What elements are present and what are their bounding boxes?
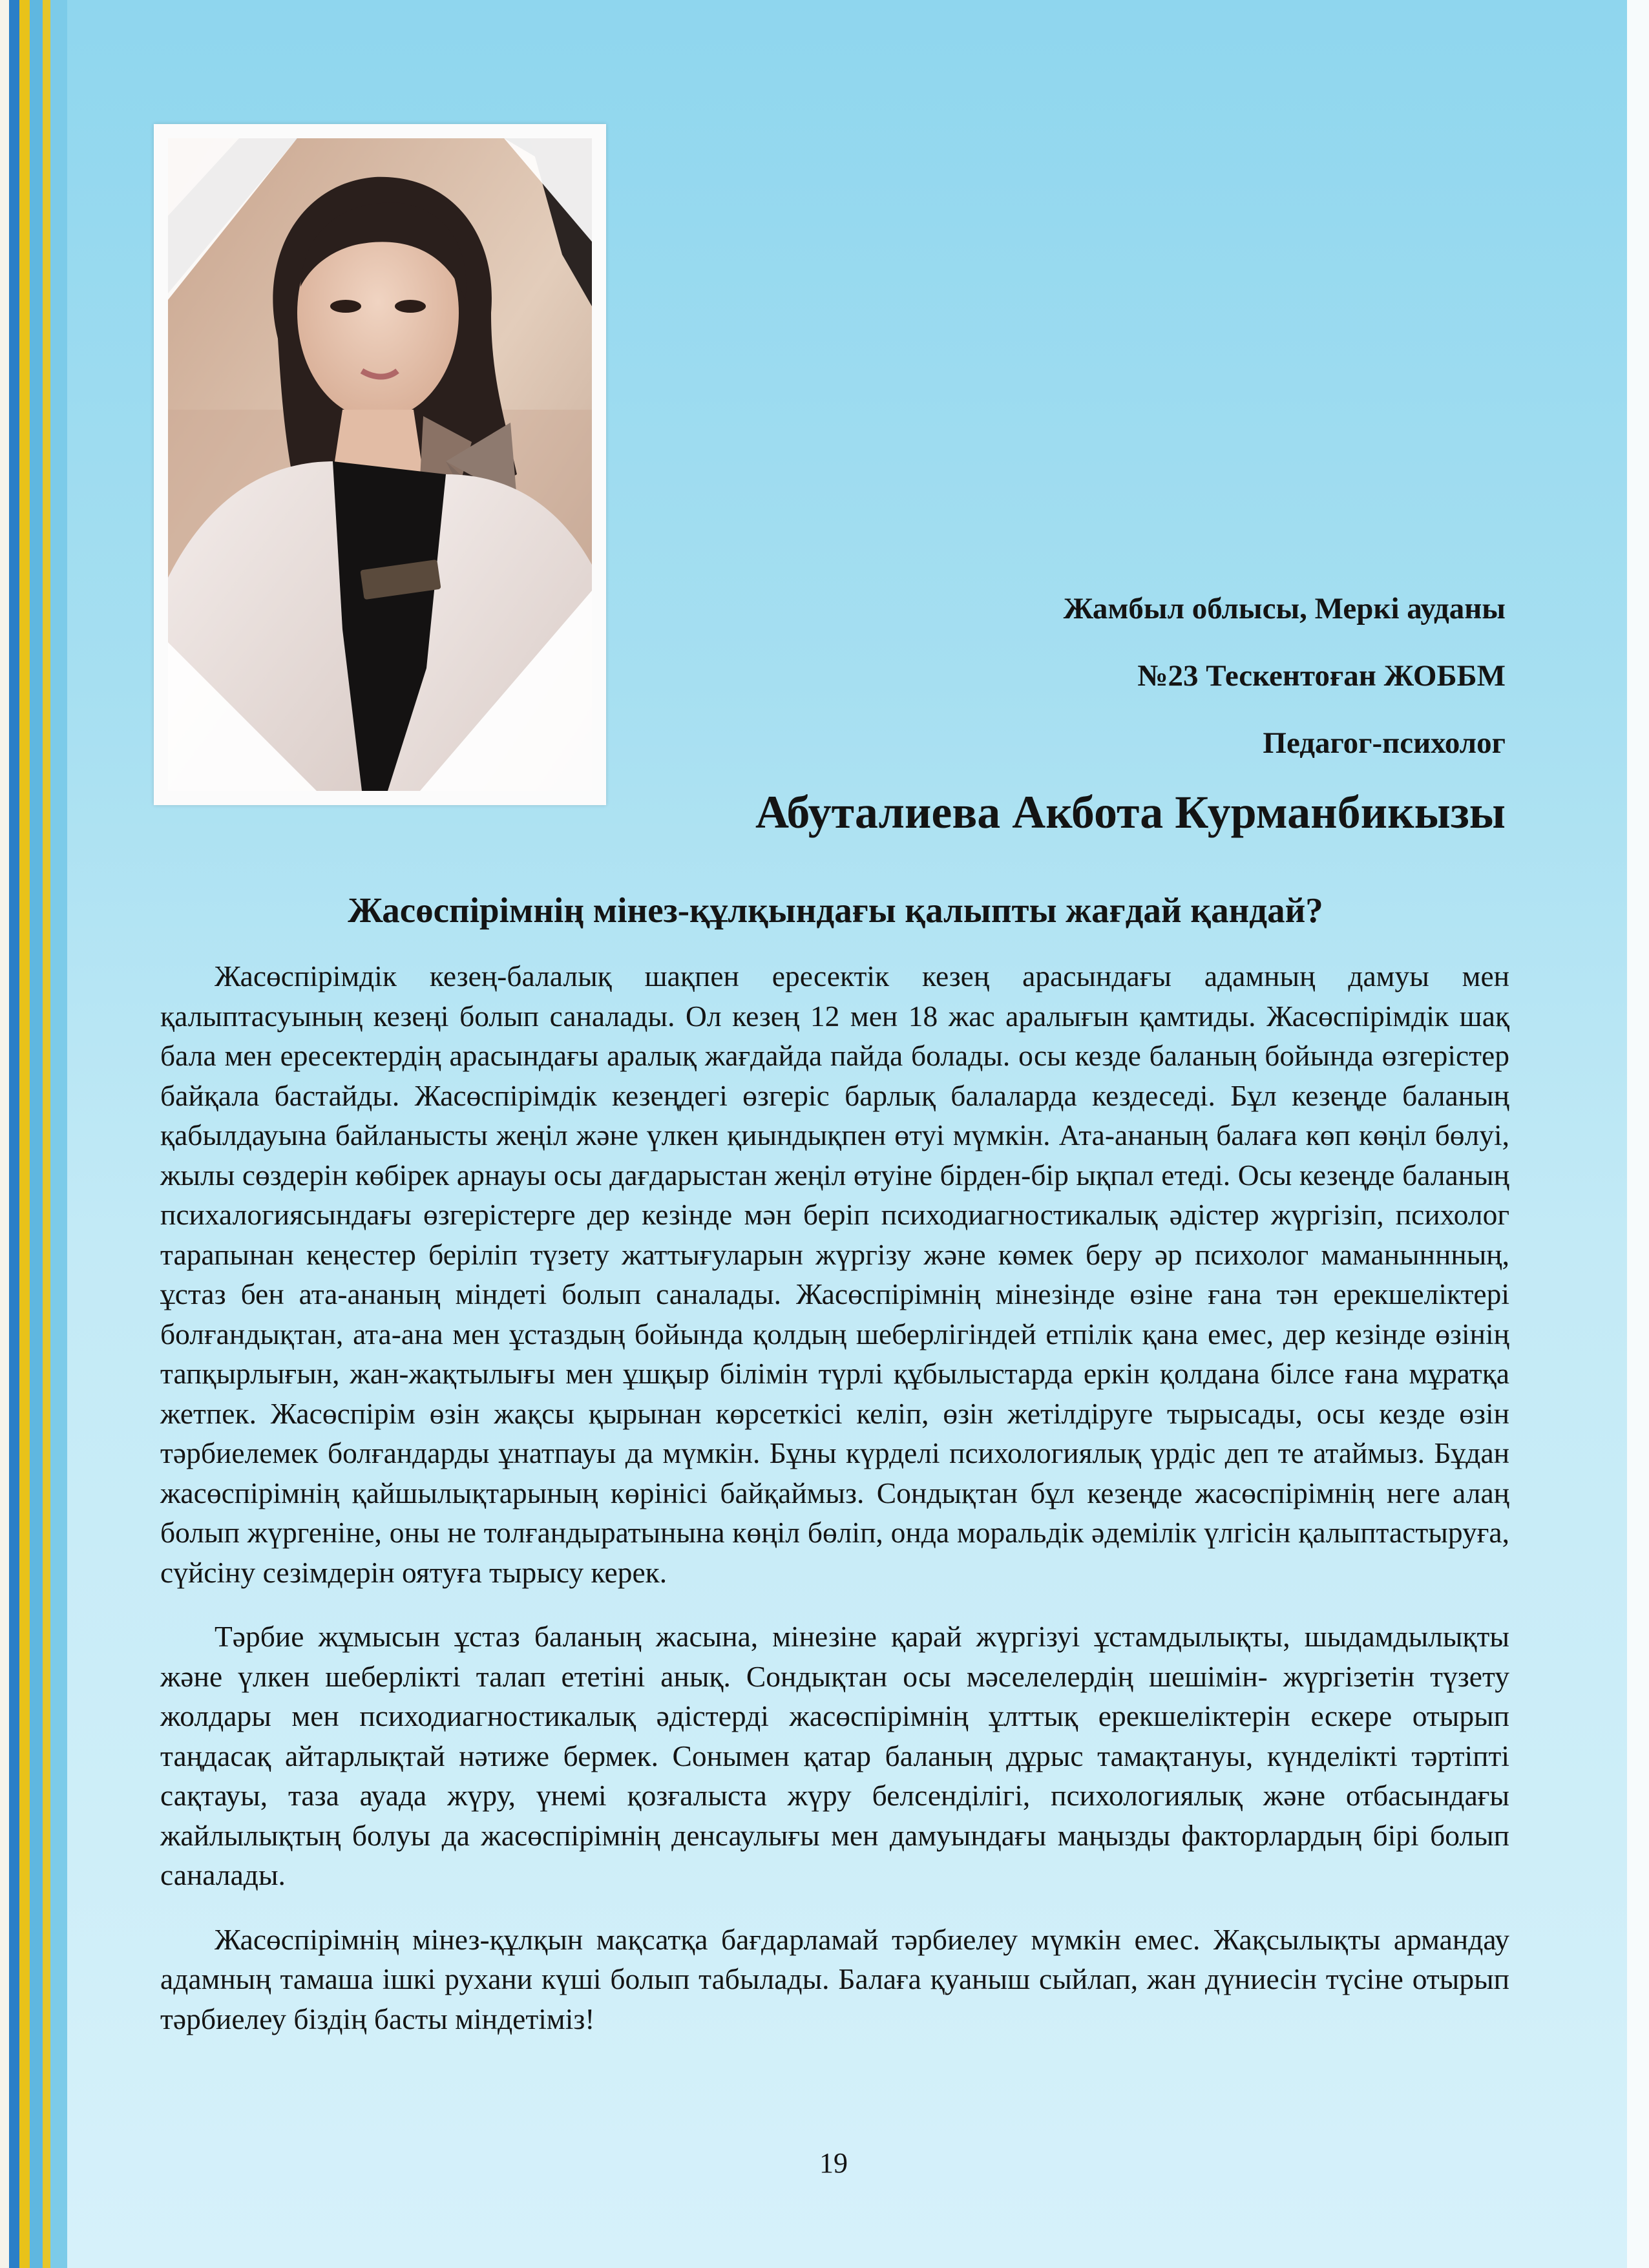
page-edge [1627, 0, 1649, 2268]
author-school: №23 Тескентоған ЖОББМ [1137, 659, 1506, 693]
article-paragraph: Жасөспірімнің мінез-құлқын мақсатқа бағдарламай тәрбиелеу мүмкін емес. Жақсылықты армандау адамның тамаша ішкі рухани күші болып табылады. Балаға қуаныш сыйлап, жан дүниесін түсіне отырып тәрбиелеу біздің басты міндетіміз! [160, 1922, 1509, 2035]
author-position: Педагог-психолог [1263, 726, 1506, 760]
page-number: 19 [819, 2147, 848, 2179]
article-body [160, 956, 1509, 2039]
article-paragraph: Жасөспірімдік кезең-балалық шақпен ересектік кезең арасындағы адамның дамуы мен қалыптасуының кезеңі болып саналады. Ол кезең 12 мен 18 жас аралығын қамтиды. Жасөспірімдік шақ бала мен ересектердің арасындағы аралық жағдайда пайда болады. осы кезде баланың бойында өзгерістер байқала бастайды. Жасөспірімдік кезеңдегі өзгеріс барлық балаларда кездеседі. Бұл кезеңде баланың қабылдауына байланысты жеңіл және үлкен қиындықпен өтуі мүмкін. Ата-ананың балаға көп көңіл бөлуі, жылы сөздерін көбірек арнауы осы дағдарыстан жеңіл өтуіне бірден-бір ықпал етеді. Осы кезеңде баланың психалогиясындағы өзгерістерге дер кезінде мән беріп психодиагностикалық әдістер жүргізіп, психолог тарапынан кеңестер беріліп түзету жаттығуларын жүргізу және көмек беру әр психолог маманыннның, ұстаз бен ата-ананың міндеті болып саналады. Жасөспірімнің мінезінде өзіне ғана тән ерекшеліктері болғандықтан, ата-ана мен ұстаздың бойында қолдың шеберлігіндей етпілік қана емес, дер кезінде өзінің тапқырлығын, жан-жақтылығы мен ұшқыр білімін түрлі құбылыстарда еркін қолдана білсе ғана мұратқа жетпек. Жасөспірім өзін жақсы қырынан көрсеткісі келіп, өзін жетілдіруге тырысады, осы кезде өзін тәрбиелемек болғандарды ұнатпауы да мүмкін. Бұны күрделі психологиялық үрдіс деп те атаймыз. Бұдан жасөспірімнің қайшылықтарының көрінісі байқаймыз. Сондықтан бұл кезеңде жасөспірімнің неге алаң болып жүргеніне, оны не толғандыратынына көңіл бөліп, онда моральдік әдемілік үлгісін қалыптастыруға, сүйсіну сезімдерін оятуға тырысу керек. [160, 960, 1509, 1589]
author-info [666, 575, 1506, 848]
author-photo [168, 138, 592, 791]
article-paragraph: Тәрбие жұмысын ұстаз баланың жасына, мінезіне қарай жүргізуі ұстамдылықты, шыдамдылықты және үлкен шеберлікті талап ететіні анық. Сондықтан осы мәселелердің шешімін- жүргізетін түзету жолдары мен психодиагностикалық әдістерді жасөспірімнің ұлттық ерекшеліктерін ескере отырып таңдасақ айтарлықтай нәтиже бермек. Сонымен қатар баланың дұрыс тамақтануы, күнделікті тәртіпті сақтауы, таза ауада жүру, үнемі қозғалыста жүру белсенділігі, психологиялық және отбасындағы жайлылықтың болуы да жасөспірімнің денсаулығы мен дамуындағы маңызды факторлардың бірі болып саналады. [160, 1620, 1509, 1891]
author-region: Жамбыл облысы, Меркі ауданы [1063, 592, 1506, 625]
author-name: Абуталиева Акбота Курманбикызы [755, 786, 1506, 838]
binding-stripes [0, 0, 67, 2268]
article-title: Жасөспірімнің мінез-құлқындағы қалыпты жағдай қандай? [348, 890, 1323, 930]
author-photo-frame [154, 124, 606, 805]
